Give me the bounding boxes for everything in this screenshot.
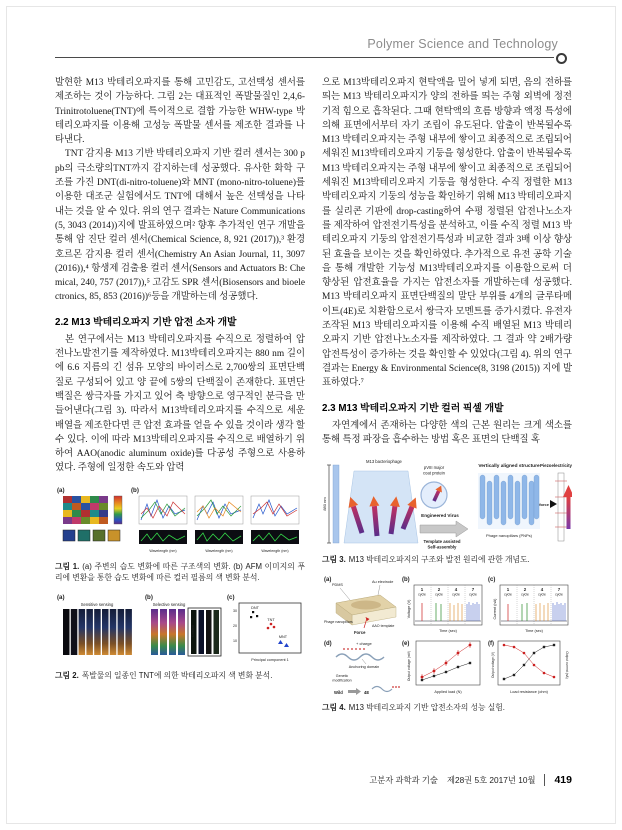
left-paragraph-2: TNT 감지용 M13 기반 박테리오파지 기반 컬러 센서는 300 ppb의 극소량의TNT까지 감지하는데 성공했다. 유사한 화학 구조를 가진 DNT(di-nitro-toluene)와 MNT (mono-nitro-toluene)를 이용한 대조군 실험에서도 TNT에 대해서 높은 선택성을 나타내는 것을 알 수 있다. 위의 연구 결과는 Nature Communications(5, 3043 (2014))지에 발표하였으며² 향후 추가적인 연구 개발을 통해 암 진단 컬러 센서(Chemical Science, 8, 921 (2017)),³ 환경호르몬 감지용 컬러 센서(Chemistry An Asian Journal, 11, 3097 (2016)),⁴ 항생제 검출용 컬러 센서(Sensors and Actuators B: Chemical, 240, 757 (2017)),⁵ 고감도 SPR 센서(Biosensors and bioelectronics, 85, 853 (2016))⁶등을 개발하는데 성공했다. (55, 149, 305, 303)
cycle-word: cycle (452, 592, 460, 597)
left-paragraph-3: 본 연구에서는 M13 박테리오파지를 수직으로 정렬하여 압전나노발전기를 제작하였다. M13박테리오파지는 880 nm 길이에 6.6 지름의 긴 섬유 모양의 바이러스로 2,700쌍의 표면단백질로 구성되어 있고 양 끝에 5쌍의 단백질이 존재한다. 표면단백질은 쌍극자를 가지고 있어 축 방향으로 영구적인 분극을 만들어낸다(그림 3). 따라서 M13박테리오파지를 수직으로 세운 배열을 제조한다면 큰 압전 효과를 얻을 수 있을 것이라 생각 할 수 있다. 이에 따라 M13박테리오파지를 수직으로 배열하기 위하여 AAO(anodic aluminum oxide)를 다공성 주형으로 사용하였다. 주형에 일정한 속도와 압력 (55, 334, 305, 474)
figure-1 (55, 484, 305, 583)
selective-sensing-label: Selective sensing (152, 601, 186, 607)
figure-4-panel-f-label: (f) (488, 641, 494, 648)
right-paragraph-1: 으로 M13박테리오파지 현탁액을 밀어 넣게 되면, 음의 전하를 띄는 M13 박테리오파지가 양의 전하를 띄는 주형 외벽에 정전기적 힘으로 흡착된다. 그때 현탁액의 흐름 방향과 액정 특성에 의해 표면에서부터 자기 조립이 유도된다. 압출이 반복될수록 M13 박테리오파지는 주형 내부에 쌓이고 최종적으로 조립되어 세워진 M13박테리오파지 기둥을 형성한다. 압출이 반복될수록 M13 박테리오파지는 주형 내부에 쌓이고 최종적으로 조립되어 세워진 M13박테리오파지 기둥을 형성한다. 수직 정렬한 M13 박테리오파지 기둥의 성능을 확인하기 위해 M13 박테리오파지를 실리콘 기판에 drop-casting하여 수평 정렬된 압전나노소자를 제작하여 압전전기특성을 분석하고, 이를 수직 정렬 M13 박테리오파지 기둥의 압전전기특성과 비교한 결과 3배 이상 향상된 효율을 보이는 것을 확인하였다. 추가적으로 유전 공학 기술을 통해 개발한 기능성 M13박테리오파지를 이용함으로써 더 향상된 압전효율을 가지는 압전소자를 개발하는데 성공했다. M13 박테리오파지 표면단백질의 말단 부위를 4개의 글루타메이트(4E)로 치환함으로서 쌍극자 모멘트를 증가시켰다. 유전자 조작된 M13 박테리오파지를 이용해 수직 배열된 M13 박테리오파지 기반 압전나노소자를 제작하였다. 그 결과 약 2배가량 압전특성이 증가하는 것을 확인할 수 있었다(그림 4). 위의 연구 결과는 Energy & Environmental Science(8, 3198 (2015)) 지에 발표하였다.⁷ (322, 78, 572, 389)
mnt-label: MNT (278, 634, 288, 639)
figure-2-panel-b-label: (b) (145, 593, 153, 601)
pdms-label: PDMS (332, 583, 343, 588)
figure-2-panel-c-label: (c) (227, 593, 235, 601)
current-cycle-chart (493, 585, 568, 633)
piezoelectricity-label: Piezoelectricity (540, 463, 572, 469)
figure-1-caption (55, 561, 305, 583)
cycle-1-number: 1 (506, 587, 510, 593)
pca-x-axis-label: Principal component 1 (251, 657, 289, 662)
engineered-virus-label: Engineered Virus (421, 513, 459, 519)
template-assisted-label: Template assisted (423, 539, 461, 545)
figure-3-caption (322, 554, 572, 565)
spectra-plots (139, 496, 299, 524)
cycle-word: cycle (469, 592, 477, 597)
voltage-y-axis-label: Voltage (V) (407, 599, 411, 619)
cycle-word: cycle (418, 592, 426, 597)
figure-1-caption-text: (a) 주변의 습도 변화에 따른 구조색의 변화. (b) AFM 이미지의 푸리에 변환을 통한 습도 변화에 따른 컬러 필름의 색 변화 분석. (55, 561, 306, 582)
cycle-2-number: 2 (523, 587, 527, 593)
cycle-4-number: 4 (540, 587, 544, 593)
left-column (55, 76, 305, 681)
wavelength-axis-label: Wavelength (nm) (261, 548, 289, 553)
phage-nanopillars-label: Phage nanopillars (324, 620, 353, 625)
cycle-7-number: 7 (471, 587, 475, 593)
force-label: Force (354, 630, 366, 636)
figure-2-caption-label: 그림 2. (55, 670, 79, 680)
nanopillar-array (478, 473, 540, 529)
force-label: force (539, 502, 549, 508)
sensitive-sensing-label: Sensitive sensing (80, 601, 114, 607)
output-voltage-left-axis-label: Output voltage (V) (491, 652, 495, 679)
cycle-4-number: 4 (454, 587, 458, 593)
coat-protein-label-line2: coat protein (423, 470, 445, 476)
force-arrow (539, 500, 557, 508)
fft-panels (139, 530, 299, 544)
figure-4-panel-c-label: (c) (488, 577, 496, 584)
right-column (322, 76, 572, 713)
au-electrode-label: Au electrode (372, 580, 394, 585)
footer-journal-name: 고분자 과학과 기술 (369, 775, 438, 785)
right-paragraph-2: 자연계에서 존재하는 다양한 색의 근본 원리는 크게 색소를 통해 특정 파장을 흡수하는 방법 혹은 표면의 단백질 혹 (322, 420, 572, 445)
voltage-vs-load-chart (407, 641, 480, 694)
figure-4-panel-e-label: (e) (402, 641, 410, 648)
applied-load-x-axis-label: Applied load (N) (434, 690, 462, 695)
y-tick-20: 20 (233, 623, 237, 628)
figure-4-panel-a-label: (a) (324, 577, 332, 584)
header-ring-icon (556, 53, 567, 64)
figure-4-panel-b-label: (b) (402, 577, 410, 584)
voltage-cycle-chart (407, 585, 482, 633)
figure-4-caption-text: M13 박테리오파지 기반 압전소자의 성능 실험. (348, 703, 505, 713)
genetic-modification-label-line2: modification (332, 678, 352, 683)
self-assembly-label: Self-assembly (427, 544, 457, 550)
figure-2-caption (55, 670, 305, 681)
cycle-word: cycle (504, 592, 512, 597)
figure-1-panel-b-label: (b) (131, 486, 139, 494)
figure-3-caption-text: M13 박테리오파지의 구조와 발전 원리에 관한 개념도. (348, 555, 530, 565)
piezo-response-bar (555, 473, 572, 541)
y-tick-30: 30 (233, 608, 237, 613)
device-schematic (324, 580, 396, 635)
figure-2-image (55, 591, 305, 667)
load-resistance-chart (491, 641, 569, 694)
anchoring-domain-label: Anchoring domain (348, 665, 380, 670)
phage-nanopillars-label: Phage nanopillars (PNPs) (485, 533, 533, 539)
genetic-modification-diagram (332, 641, 399, 695)
phage-length-label: 880 nm (322, 497, 327, 511)
pca-scatter-plot (233, 603, 301, 662)
dnt-label: DNT (251, 605, 259, 610)
section-heading-2-3: 2.3 M13 박테리오파지 기반 컬러 픽셀 개발 (322, 402, 504, 414)
figure-3-caption-label: 그림 3. (322, 555, 346, 565)
wavelength-axis-label: Wavelength (nm) (205, 548, 233, 553)
figure-1-caption-label: 그림 1. (55, 561, 80, 571)
output-current-right-axis-label: Output current (nA) (565, 651, 569, 679)
cycle-word: cycle (555, 592, 563, 597)
length-bracket (322, 465, 331, 543)
rainbow-scale-bar (114, 496, 122, 524)
journal-header-title: Polymer Science and Technology (367, 37, 558, 51)
tnt-label: TNT (267, 617, 275, 622)
control-strips (188, 608, 221, 656)
genetic-modification-label-line1: Genetic (335, 674, 349, 679)
footer-page-number: 419 (544, 774, 572, 786)
figure-4 (322, 573, 572, 713)
cycle-word: cycle (521, 592, 529, 597)
figure-4-image (322, 573, 572, 699)
figure-3-image (322, 455, 572, 551)
self-assembly-arrow (420, 521, 468, 550)
phage-fiber-strip (333, 465, 339, 543)
cycle-1-number: 1 (420, 587, 424, 593)
page-footer (369, 774, 572, 786)
cycle-word: cycle (435, 592, 443, 597)
cycle-word: cycle (538, 592, 546, 597)
output-voltage-y-axis-label: Output voltage (mV) (407, 650, 411, 682)
m13-bacteriophage-label: M13 bacteriophage (366, 459, 402, 465)
footer-issue: 제28권 5호 2017년 10월 (446, 775, 536, 785)
color-film-chips (63, 530, 120, 541)
figure-4-panel-d-label: (d) (324, 641, 332, 648)
coat-protein-label-line1: pVIII major (423, 465, 445, 471)
cycle-7-number: 7 (557, 587, 561, 593)
figure-1-image (55, 484, 305, 558)
cycle-2-number: 2 (437, 587, 441, 593)
vertically-aligned-label: Vertically aligned structure (478, 464, 540, 470)
section-heading-2-2: 2.2 M13 박테리오파지 기반 압전 소자 개발 (55, 316, 237, 328)
sensitive-sensing-strips (63, 609, 132, 655)
selective-sensing-strips (151, 609, 185, 655)
header-rule (55, 57, 554, 58)
load-resistance-x-axis-label: Load resistance (ohm) (510, 690, 548, 695)
figure-2-caption-text: 폭발물의 일종인 TNT에 의한 박테리오파지 색 변화 분석. (81, 670, 273, 680)
figure-1-panel-a-label: (a) (57, 486, 65, 494)
wild-type-label: Wild (334, 690, 343, 696)
figure-3 (322, 455, 572, 565)
wavelength-axis-label: Wavelength (nm) (149, 548, 177, 553)
y-tick-10: 10 (233, 638, 237, 643)
time-x-axis-label: Time (sec) (439, 629, 457, 634)
figure-4-caption (322, 702, 572, 713)
time-x-axis-label: Time (sec) (525, 629, 543, 634)
figure-4-caption-label: 그림 4. (322, 703, 346, 713)
figure-2 (55, 591, 305, 681)
aao-template-label: AAO template (372, 624, 395, 629)
mutant-4e-label: 4E (364, 690, 370, 696)
coat-protein-inset (421, 465, 447, 508)
control-label: Control (191, 624, 195, 637)
figure-2-panel-a-label: (a) (57, 593, 65, 601)
charge-label: + charge (356, 641, 372, 647)
current-y-axis-label: Current (nA) (493, 598, 497, 620)
humidity-color-mosaic (63, 496, 108, 524)
left-paragraph-1: 발현한 M13 박테리오파지를 통해 고민감도, 고선택성 센서를 제조하는 것이 가능하다. 그림 2는 대표적인 폭발물질인 2,4,6-Trinitrotoluene(TNT)에 특이적으로 결합 가능한 WHW-type 박테리오파지를 이용해 고성능 폭발물 센서를 제조한 결과를 나타낸다. (55, 78, 305, 146)
